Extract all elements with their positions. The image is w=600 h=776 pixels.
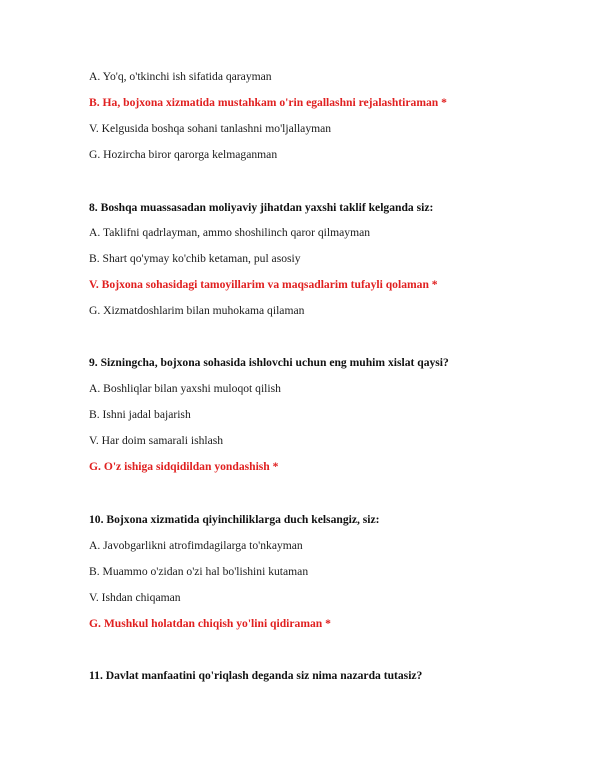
q10-option-v: V. Ishdan chiqaman [89,591,181,604]
question-10: 10. Bojxona xizmatida qiyinchiliklarga duch kelsangiz, siz: [89,513,380,526]
q8-option-g: G. Xizmatdoshlarim bilan muhokama qilaman [89,304,305,317]
option-v: V. Kelgusida boshqa sohani tanlashni mo'ljallayman [89,122,332,135]
q10-option-g-correct: G. Mushkul holatdan chiqish yo'lini qidiraman * [89,617,331,630]
q8-option-v-correct: V. Bojxona sohasidagi tamoyillarim va maqsadlarim tufayli qolaman * [89,278,438,291]
q8-option-b: B. Shart qo'ymay ko'chib ketaman, pul asosiy [89,252,301,265]
q9-option-g-correct: G. O'z ishiga sidqidildan yondashish * [89,460,279,473]
question-8: 8. Boshqa muassasadan moliyaviy jihatdan yaxshi taklif kelganda siz: [89,201,434,214]
q10-option-a: A. Javobgarlikni atrofimdagilarga to'nkayman [89,539,303,552]
option-g: G. Hozircha biror qarorga kelmaganman [89,148,278,161]
q9-option-b: B. Ishni jadal bajarish [89,408,191,421]
option-b-correct: B. Ha, bojxona xizmatida mustahkam o'rin egallashni rejalashtiraman * [89,96,447,109]
option-a: A. Yo'q, o'tkinchi ish sifatida qarayman [89,70,272,83]
q9-option-v: V. Har doim samarali ishlash [89,434,224,447]
q10-option-b: B. Muammo o'zidan o'zi hal bo'lishini kutaman [89,565,309,578]
question-11: 11. Davlat manfaatini qo'riqlash deganda siz nima nazarda tutasiz? [89,669,423,682]
q8-option-a: A. Taklifni qadrlayman, ammo shoshilinch qaror qilmayman [89,226,371,239]
question-9: 9. Sizningcha, bojxona sohasida ishlovchi uchun eng muhim xislat qaysi? [89,356,449,369]
q9-option-a: A. Boshliqlar bilan yaxshi muloqot qilish [89,382,281,395]
